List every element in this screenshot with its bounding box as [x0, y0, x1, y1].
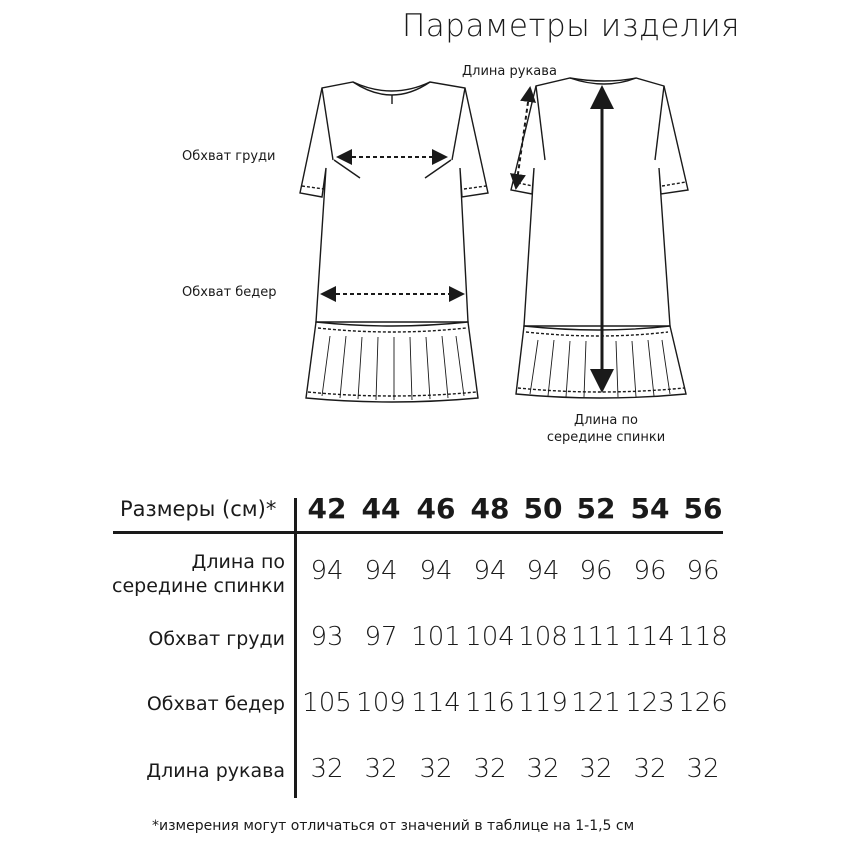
size-header: 46 [416, 492, 456, 525]
table-cell: 123 [625, 688, 675, 718]
table-cell: 97 [364, 622, 398, 652]
sleeve-length-label: Длина рукава [462, 64, 557, 79]
size-header: 54 [630, 492, 670, 525]
table-cell: 96 [579, 556, 613, 586]
back-length-label: Длина по середине спинки [546, 413, 666, 445]
table-cell: 32 [579, 754, 613, 784]
table-cell: 94 [310, 556, 344, 586]
table-cell: 119 [518, 688, 568, 718]
table-cell: 32 [364, 754, 398, 784]
table-cell: 96 [633, 556, 667, 586]
table-cell: 32 [633, 754, 667, 784]
row-label-back-length: Длина по середине спинки [112, 551, 285, 597]
table-cell: 104 [465, 622, 515, 652]
table-cell: 96 [686, 556, 720, 586]
size-header: 44 [361, 492, 401, 525]
row-label-hips: Обхват бедер [146, 693, 285, 715]
size-header: 56 [683, 492, 723, 525]
size-header: 42 [307, 492, 347, 525]
sizes-header-label: Размеры (см)* [120, 497, 277, 521]
table-cell: 114 [625, 622, 675, 652]
table-cell: 32 [419, 754, 453, 784]
page-title: Параметры изделия [402, 8, 741, 44]
size-header: 52 [576, 492, 616, 525]
table-cell: 94 [473, 556, 507, 586]
table-column-divider [294, 498, 297, 798]
table-cell: 114 [411, 688, 461, 718]
chest-label: Обхват груди [182, 149, 276, 164]
size-header: 50 [523, 492, 563, 525]
table-cell: 121 [571, 688, 621, 718]
hips-label: Обхват бедер [182, 285, 277, 300]
table-cell: 94 [364, 556, 398, 586]
table-cell: 32 [310, 754, 344, 784]
table-header-divider [113, 531, 723, 534]
table-cell: 94 [419, 556, 453, 586]
row-label-sleeve: Длина рукава [146, 760, 285, 782]
table-cell: 32 [686, 754, 720, 784]
size-header: 48 [470, 492, 510, 525]
table-cell: 108 [518, 622, 568, 652]
table-cell: 109 [356, 688, 406, 718]
row-label-chest: Обхват груди [148, 628, 285, 650]
table-cell: 32 [526, 754, 560, 784]
table-cell: 116 [465, 688, 515, 718]
table-cell: 32 [473, 754, 507, 784]
table-cell: 111 [571, 622, 621, 652]
table-cell: 126 [678, 688, 728, 718]
table-cell: 94 [526, 556, 560, 586]
table-cell: 118 [678, 622, 728, 652]
footnote: *измерения могут отличаться от значений в таблице на 1-1,5 см [152, 818, 635, 834]
table-cell: 101 [411, 622, 461, 652]
table-cell: 93 [310, 622, 344, 652]
table-cell: 105 [302, 688, 352, 718]
